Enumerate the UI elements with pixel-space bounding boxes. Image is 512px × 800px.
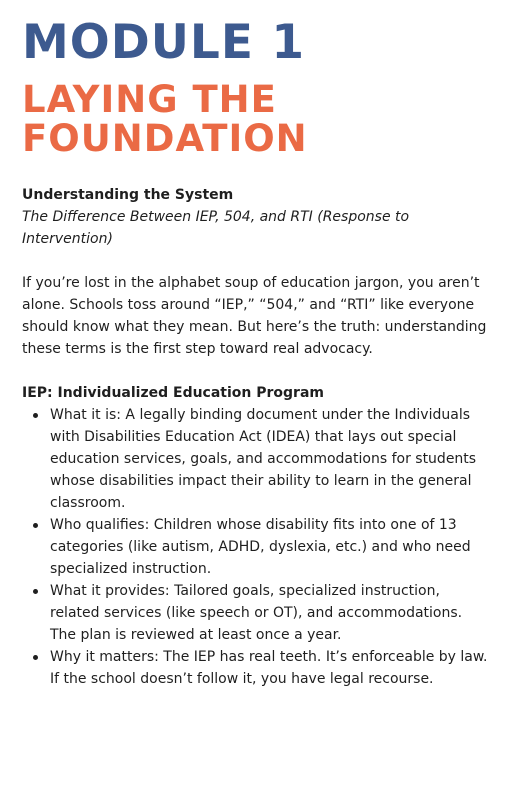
module-title-line-1: LAYING THE <box>22 78 277 121</box>
list-item <box>22 514 492 580</box>
section-subheading: The Difference Between IEP, 504, and RTI (Response to Intervention) <box>22 209 410 247</box>
module-title <box>22 80 494 158</box>
section-heading: Understanding the System <box>22 187 234 203</box>
list-item <box>22 580 492 646</box>
list-item-text: Why it matters: The IEP has real teeth. It’s enforceable by law. If the school doesn’t follow it, you have legal recourse. <box>50 649 488 687</box>
module-title-line-2: FOUNDATION <box>22 117 308 160</box>
list-item <box>22 404 492 514</box>
content-body <box>22 184 492 690</box>
intro-paragraph: If you’re lost in the alphabet soup of education jargon, you aren’t alone. Schools toss around “IEP,” “504,” and “RTI” like everyone should know what they mean. But here’s the truth: understanding these terms is the first step toward real advocacy. <box>22 275 487 357</box>
iep-bullet-list <box>22 404 492 690</box>
list-item-text: Who qualifies: Children whose disability fits into one of 13 categories (like autism, ADHD, dyslexia, etc.) and who need specialized instruction. <box>50 517 471 577</box>
module-label: MODULE 1 <box>22 15 306 70</box>
bullet-icon <box>33 589 38 594</box>
list-item-text: What it is: A legally binding document under the Individuals with Disabilities Education Act (IDEA) that lays out special education services, goals, and accommodations for students whose disabilities impact their ability to learn in the general classroom. <box>50 407 477 511</box>
bullet-icon <box>33 413 38 418</box>
bullet-icon <box>33 655 38 660</box>
bullet-icon <box>33 523 38 528</box>
iep-heading: IEP: Individualized Education Program <box>22 385 324 401</box>
list-item-text: What it provides: Tailored goals, specialized instruction, related services (like speech or OT), and accommodations. The plan is reviewed at least once a year. <box>50 583 463 643</box>
list-item <box>22 646 492 690</box>
